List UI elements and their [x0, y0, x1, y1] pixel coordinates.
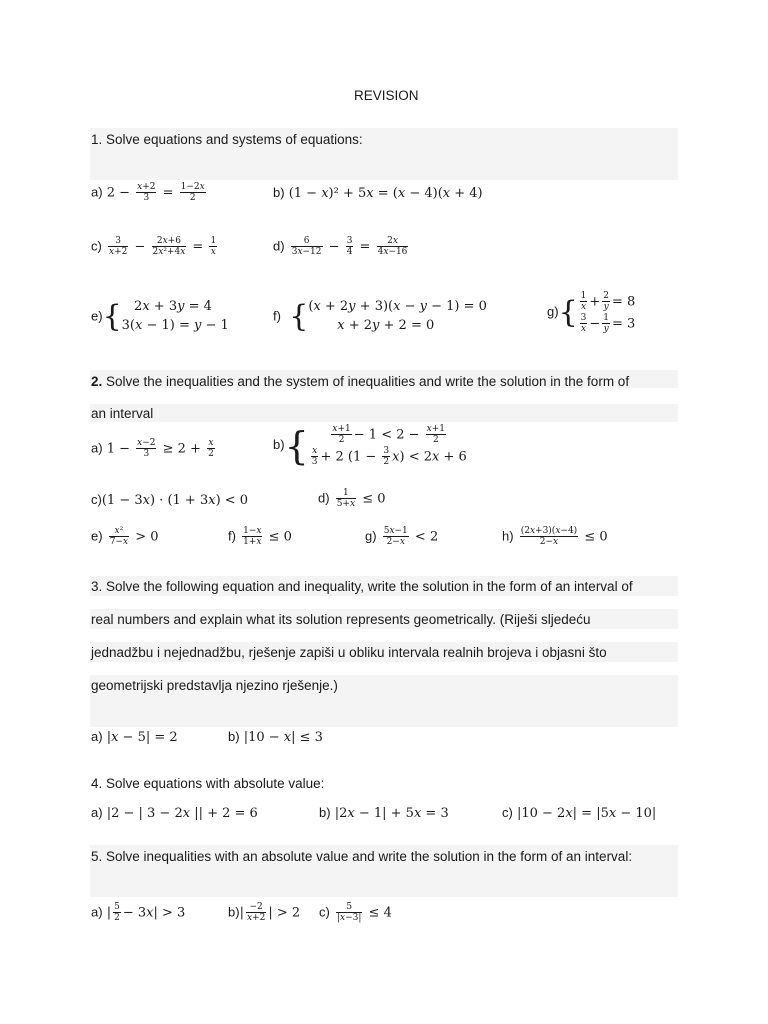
- section-3-line2: real numbers and explain what its solution represents geometrically. (Riješi sljedeću: [91, 612, 591, 627]
- eq-1c: c) $\frac{3}{x+2}$ − $\frac{2x+6}{\text{2x²+4x}}$ = $\frac{1}{x}$: [91, 236, 217, 258]
- abs-5c: c) $\frac{5}{|x-3|}$ ≤ 4: [319, 902, 392, 924]
- eq-1e: e){ 2x + 3y = 4 3(x − 1) = y − 1: [91, 298, 229, 334]
- abs-5a: a) | $\frac{5}{2}$ − 3x| > 3: [91, 902, 186, 924]
- ineq-2g: g) $\frac{5x-1}{2-x}$ < 2: [365, 526, 439, 548]
- prob-3a: a) |x − 5| = 2: [91, 729, 178, 745]
- eq-1b: b) (1 − x)² + 5x = (x − 4)(x + 4): [273, 185, 483, 201]
- page-title: REVISION: [354, 88, 419, 103]
- abs-4c: c) |10 − 2x| = |5x − 10|: [502, 805, 657, 821]
- section-3-line4: geometrijski predstavlja njezino rješenje.): [91, 678, 338, 693]
- shade-band: [90, 404, 678, 422]
- eq-1f: f) { (x + 2y + 3)(x − y − 1) = 0 x + 2y + 2 = 0: [273, 298, 487, 334]
- section-2-heading-line1: 2. Solve the inequalities and the system of inequalities and write the solution in the form of: [91, 374, 630, 389]
- ineq-2c: c)(1 − 3x) · (1 + 3x) < 0: [91, 492, 249, 508]
- ineq-2e: e) $\frac{\text{x²}}{7-x}$ > 0: [91, 526, 159, 548]
- ineq-2d: d) $\frac{1}{5+x}$ ≤ 0: [318, 488, 386, 510]
- section-1-heading: 1. Solve equations and systems of equations:: [91, 132, 363, 147]
- eq-1a: a) 2 − $\frac{x+2}{3}$ = $\frac{1-2x}{2}$: [91, 182, 205, 204]
- ineq-2f: f) $\frac{1-x}{1+x}$ ≤ 0: [228, 526, 292, 548]
- section-3-line3: jednadžbu i nejednadžbu, rješenje zapiši u obliku intervala realnih brojeva i objasni što: [91, 645, 607, 660]
- eq-1d: d) $\frac{6}{3x-12}$ − $\frac{3}{4}$ = $\frac{2x}{4x-16}$: [273, 236, 408, 258]
- abs-4a: a) |2 − | 3 − 2x || + 2 = 6: [91, 805, 258, 821]
- ineq-2a: a) 1 − $\frac{x-2}{3}$ ≥ 2 + $\frac{x}{2}$: [91, 438, 214, 460]
- section-3-line1: 3. Solve the following equation and inequality, write the solution in the form of an interval of: [91, 579, 633, 594]
- abs-4b: b) |2x − 1| + 5x = 3: [319, 805, 449, 821]
- section-4-heading: 4. Solve equations with absolute value:: [91, 776, 325, 791]
- section-2-heading-line2: an interval: [91, 406, 154, 421]
- abs-5b: b)| $\frac{-2}{x+2}$ | > 2: [228, 902, 301, 924]
- prob-3b: b) |10 − x| ≤ 3: [228, 729, 323, 745]
- ineq-2b: b){ $\frac{x+1}{2}$ − 1 < 2 − $\frac{x+1}{2}$ $\frac{x}{3}$ + 2 (1 − $\frac{3}{2}$ x) < 2x + 6: [273, 423, 467, 468]
- ineq-2h: h) $\frac{(2x+3)(x-4)}{2-x}$ ≤ 0: [502, 526, 608, 548]
- eq-1g: g){ $\frac{1}{x}$ + $\frac{2}{y}$ = 8 $\frac{3}{x}$ − $\frac{1}{y}$ = 3: [547, 291, 636, 335]
- section-5-heading: 5. Solve inequalities with an absolute value and write the solution in the form of an interval:: [91, 849, 633, 864]
